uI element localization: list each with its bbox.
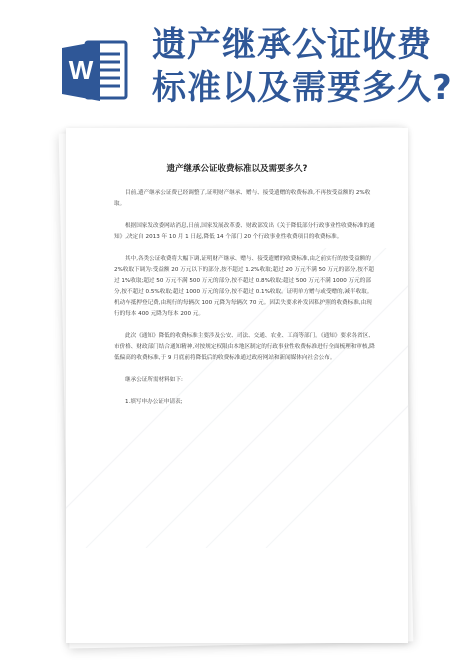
- paragraph-4: 此次《通知》降低的收费标准主要涉及公安、司法、交通、农业、工商等部门。《通知》要求各省区、市价格、财政部门结合通知精神,对按规定权限由本地区制定的行政事业性收费标准进行全面梳理和审核,降低偏高的收费标准,于 9 月底前将降低后的收费标准通过政府网站和新闻媒体向社会公布。: [114, 333, 375, 361]
- paragraph-2: 根据国家发改委网站消息,日前,国家发展改革委、财政部发出《关于降低部分行政事业性收费标准的通知》,决定自 2013 年 10 月 1 日起,降低 14 个部门 20 个行政事业性收费项目的收费标准。: [114, 223, 375, 240]
- banner-title-line-1: 遗产继承公证收费: [152, 25, 432, 65]
- banner-title: [152, 24, 468, 110]
- paragraph-5: 继承公证所需材料如下:: [125, 377, 183, 383]
- document-body: [114, 188, 376, 419]
- paragraph-1: 目前,遗产继承公证费已经调整了,证明财产继承、赠与、接受遗赠的收费标准,不再按受益额的 2%收取。: [114, 190, 371, 207]
- word-logo-letter: W: [68, 55, 94, 85]
- banner-title-line-2: 标准以及需要多久?: [152, 68, 453, 108]
- paragraph-3: 其中,各类公证收费将大幅下调,证明财产继承、赠与、接受遗赠的收费标准,由之前实行的按受益额的 2%收取下调为:受益额 20 万元以下的部分,按不超过 1.2%收取;超过 20 万元不满 50 万元的部分,按不超过 1%收取;超过 50 万元不满 500 万元的部分,按不超过 0.8%收取;超过 500 万元不满 1000 万元的部分,按不超过 0.5%收取;超过 1000 万元的部分,按不超过 0.1%收取。证明单方赠与或受赠的,减半收取。机动车抵押登记费,由现行的每辆次 100 元降为每辆次 70 元。因丢失要求补发因私护照的收费标准,由现行的每本 400 元降为每本 200 元。: [114, 256, 374, 317]
- header-banner: [0, 0, 474, 130]
- paragraph-6: 1.填写申办公证申请表;: [125, 399, 183, 405]
- document-page: [66, 128, 408, 643]
- word-document-icon: [60, 36, 130, 106]
- document-title: 遗产继承公证收费标准以及需要多久?: [166, 164, 308, 174]
